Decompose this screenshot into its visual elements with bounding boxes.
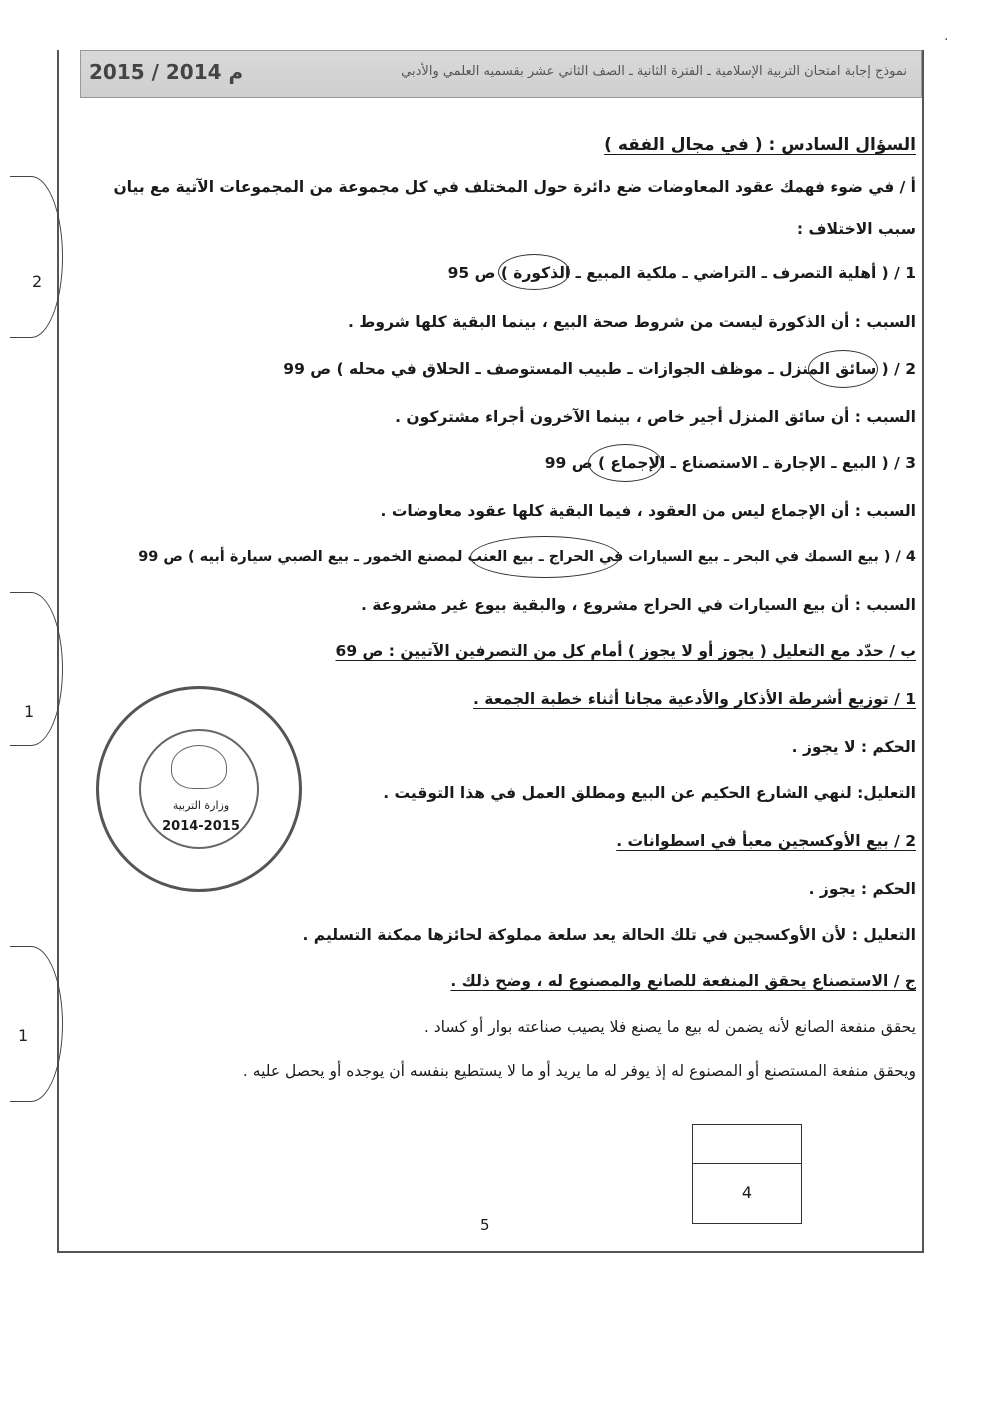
answer-circle-4 [470,536,620,578]
part-b-item-2-ruling: الحكم : يجوز . [808,880,916,898]
part-a-intro-2: سبب الاختلاف : [796,220,916,238]
item-1-text: 1 / ( أهلية التصرف ـ التراضي ـ ملكية المبيع ـ الذكورة ) ص 95 [447,264,916,282]
part-b-item-2-reason: التعليل : لأن الأوكسجين في تلك الحالة يعد سلعة مملوكة لحائزها ممكنة التسليم . [302,926,916,944]
item-1-reason: السبب : أن الذكورة ليست من شروط صحة البيع ، بينما البقية كلها شروط . [347,313,916,331]
part-b-item-1-reason: التعليل: لنهي الشارع الحكيم عن البيع ومطلق العمل في هذا التوقيت . [383,784,916,802]
part-c-title: ج / الاستصناع يحقق المنفعة للصانع والمصنوع له ، وضح ذلك . [450,972,916,990]
item-3-reason: السبب : أن الإجماع ليس من العقود ، فيما البقية كلها عقود معاوضات . [380,502,916,520]
header-year: 2015 / 2014 م [89,60,244,84]
item-2-reason: السبب : أن سائق المنزل أجير خاص ، بينما الآخرون أجراء مشتركون . [395,408,916,426]
emblem-icon [171,745,227,789]
answer-circle-2 [808,350,878,388]
question-title: السؤال السادس : ( في مجال الفقه ) [604,135,916,155]
part-c-line-2: ويحقق منفعة المستصنع أو المصنوع له إذ يوفر له ما يريد أو ما لا يستطيع بنفسه أن يوجده أو يحصل عليه . [242,1062,916,1080]
margin-arc-1 [10,176,63,338]
stamp-ministry: وزارة التربية [172,799,230,812]
part-c-line-1: يحقق منفعة الصانع لأنه يضمن له بيع ما يصنع فلا يصيب صناعته بوار أو كساد . [423,1018,916,1036]
item-3-text: 3 / ( البيع ـ الإجارة ـ الاستصناع ـ الإجماع ) ص 99 [544,454,916,472]
score-box-divider [693,1163,801,1164]
margin-arc-3 [10,946,63,1102]
header-title: نموذج إجابة امتحان التربية الإسلامية ـ الفترة الثانية ـ الصف الثاني عشر بقسميه العلمي والأدبي [401,64,907,79]
part-a-intro-1: أ / في ضوء فهمك عقود المعاوضات ضع دائرة حول المختلف في كل مجموعة من المجموعات الآتية مع بيان [113,178,916,196]
score-value: 4 [741,1183,753,1202]
item-4-text: 4 / ( بيع السمك في البحر ـ بيع السيارات في الحراج ـ بيع العنب لمصنع الخمور ـ بيع الصبي سيارة أبيه ) ص 99 [138,549,916,565]
item-2-text: 2 / ( سائق المنزل ـ موظف الجوازات ـ طبيب المستوصف ـ الحلاق في محله ) ص 99 [283,360,916,378]
answer-circle-3 [588,444,662,482]
margin-mark-2: 1 [24,702,35,721]
header-band [80,50,922,98]
margin-mark-3: 1 [18,1026,29,1045]
corner-speck: · [944,32,949,48]
official-stamp [96,686,302,892]
answer-circle-1 [498,254,570,290]
item-4-reason: السبب : أن بيع السيارات في الحراج مشروع ، والبقية بيوع غير مشروعة . [360,596,916,614]
margin-arc-2 [10,592,63,746]
part-b-item-1: 1 / توزيع أشرطة الأذكار والأدعية مجانا أثناء خطبة الجمعة . [473,690,916,708]
page-number: 5 [480,1216,490,1234]
margin-mark-1: 2 [32,272,43,291]
part-b-item-2: 2 / بيع الأوكسجين معبأ في اسطوانات . [616,832,916,850]
stamp-inner-ring [139,729,259,849]
score-box [692,1124,802,1224]
part-b-item-1-ruling: الحكم : لا يجوز . [791,738,916,756]
part-b-title: ب / حدّد مع التعليل ( يجوز أو لا يجوز ) أمام كل من التصرفين الآتيين : ص 69 [335,642,916,660]
stamp-year: 2014-2015 [162,819,240,834]
